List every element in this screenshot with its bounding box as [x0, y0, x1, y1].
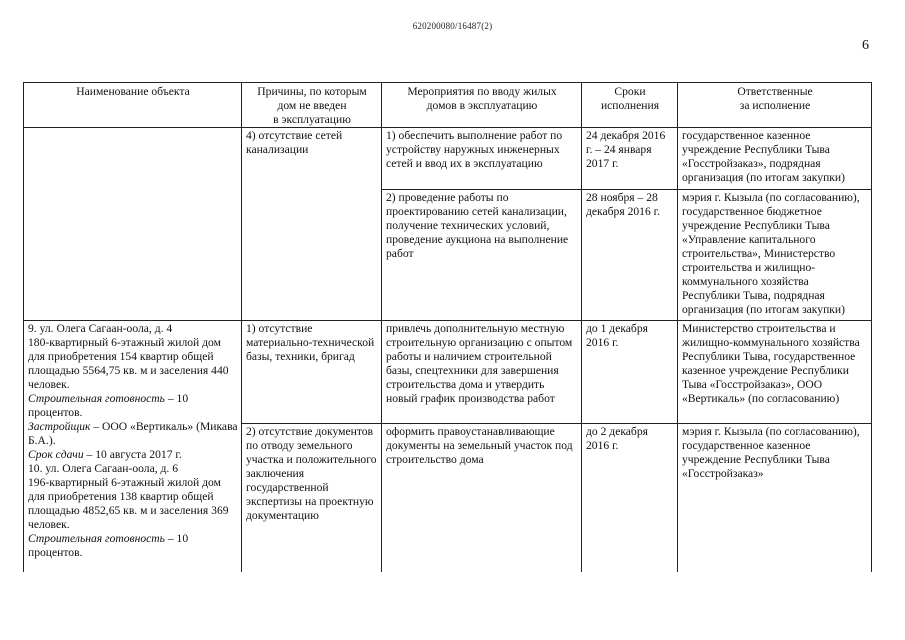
object-cell-continued	[24, 128, 242, 321]
deadline-cell: до 1 декабря 2016 г.	[582, 321, 678, 424]
header-object-name: Наименование объекта	[24, 83, 242, 128]
deadline-cell: 28 ноября – 28 декабря 2016 г.	[582, 190, 678, 321]
reason-cell: 4) отсутствие сетей канализации	[242, 128, 382, 321]
table-header-row	[24, 83, 872, 128]
page-number: 6	[862, 38, 869, 53]
responsible-cell: государственное казенное учреждение Республики Тыва «Госстройзаказ», подрядная организация (по итогам закупки)	[678, 128, 872, 190]
header-deadlines: Сроки исполнения	[582, 83, 678, 128]
measure-cell: оформить правоустанавливающие документы на земельный участок под строительство дома	[382, 424, 582, 572]
document-code: 620200080/16487(2)	[412, 21, 493, 31]
measure-cell: 1) обеспечить выполнение работ по устройству наружных инженерных сетей и ввод их в эксплуатацию	[382, 128, 582, 190]
responsible-cell: мэрия г. Кызыла (по согласованию), государственное бюджетное учреждение Республики Тыва «Управление капитального строительства», Министерство строительства и жилищно-коммунального хозяйства Республики Тыва, подрядная организация (по итогам закупки)	[678, 190, 872, 321]
measure-cell: привлечь дополнительную местную строительную организацию с опытом работы и наличием строительной базы, спецтехники для завершения строительства дома и утвердить новый график производства работ	[382, 321, 582, 424]
header-measures: Мероприятия по вводу жилых домов в эксплуатацию	[382, 83, 582, 128]
reason-cell: 1) отсутствие материально-технической базы, техники, бригад	[242, 321, 382, 424]
responsible-cell: мэрия г. Кызыла (по согласованию), государственное казенное учреждение Республики Тыва «Госстройзаказ»	[678, 424, 872, 572]
deadline-cell: до 2 декабря 2016 г.	[582, 424, 678, 572]
object-cell: 9. ул. Олега Сагаан-оола, д. 4 180-квартирный 6-этажный жилой дом для приобретения 154 квартир общей площадью 5564,75 кв. м и заселения 440 человек. Строительная готовность – 10 процентов. Застройщик – ООО «Вертикаль» (Микава Б.А.). Срок сдачи – 10 августа 2017 г. 10. ул. Олега Сагаан-оола, д. 6 196-квартирный 6-этажный жилой дом для приобретения 138 квартир общей площадью 4852,65 кв. м и заселения 369 человек. Строительная готовность – 10 процентов.	[24, 321, 242, 572]
measure-cell: 2) проведение работы по проектированию сетей канализации, получение технических условий, проведение аукциона на выполнение работ	[382, 190, 582, 321]
responsible-cell: Министерство строительства и жилищно-коммунального хозяйства Республики Тыва, государственное казенное учреждение Республики Тыва «Госстройзаказ», ООО «Вертикаль» (по согласованию)	[678, 321, 872, 424]
reason-cell: 2) отсутствие документов по отводу земельного участка и положительного заключения государственной экспертизы на проектную документацию	[242, 424, 382, 572]
deadline-cell: 24 декабря 2016 г. – 24 января 2017 г.	[582, 128, 678, 190]
table-row	[24, 321, 872, 424]
table-row	[24, 128, 872, 190]
measures-table	[23, 82, 872, 572]
header-responsible: Ответственные за исполнение	[678, 83, 872, 128]
header-reasons: Причины, по которым дом не введен в эксплуатацию	[242, 83, 382, 128]
